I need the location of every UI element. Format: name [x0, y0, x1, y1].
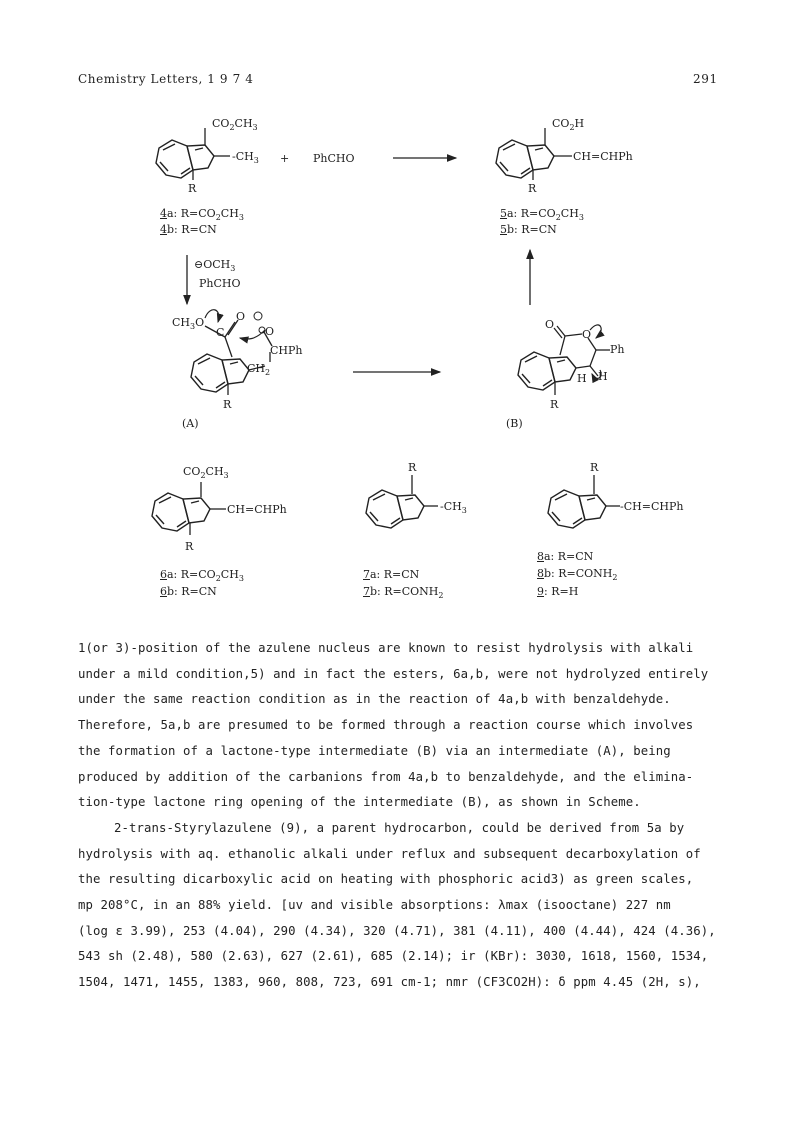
label-5b: 5b: R=CN [500, 223, 557, 236]
c7-r: R [408, 461, 417, 474]
label-intermediate-b: (B) [506, 417, 523, 430]
page-number: 291 [693, 72, 718, 86]
label-intermediate-a: (A) [182, 417, 199, 430]
c5-top-group: $CO_2H$ [552, 117, 585, 133]
body-line: Therefore, 5a,b are presumed to be formed through a reaction course which involves [78, 718, 694, 733]
a-chph: CHPh [270, 344, 303, 357]
body-line: 1(or 3)-position of the azulene nucleus are known to resist hydrolysis with alkali [78, 641, 694, 655]
compound-4-structure [156, 128, 230, 180]
body-line: (log ε 3.99), 253 (4.04), 290 (4.34), 320 (4.71), 381 (4.11), 400 (4.44), 424 (4.36), [78, 923, 716, 938]
b-ph: Ph [610, 343, 625, 356]
a-r: R [223, 398, 232, 411]
benzaldehyde: PhCHO [313, 152, 355, 165]
b-carbonyl-o: O [545, 318, 555, 331]
c4-side-group: $-CH_3$ [232, 150, 259, 166]
label-7a: 7a: R=CN [363, 568, 420, 581]
body-line: tion-type lactone ring opening of the intermediate (B), as shown in Scheme. [78, 795, 641, 810]
c8-side-group: -CH=CHPh [620, 500, 684, 513]
c6-side-group: CH=CHPh [227, 503, 287, 516]
plus-sign: + [280, 152, 290, 165]
c5-side-group: CH=CHPh [573, 150, 633, 163]
compound-5-structure [496, 128, 572, 180]
c8-r: R [590, 461, 599, 474]
compound-6-structure [152, 482, 226, 535]
label-4b: 4b: R=CN [160, 223, 217, 236]
body-line: under a mild condition,5) and in fact the esters, 6a,b, were not hydrolyzed entirely [78, 666, 709, 681]
a-ester-group: $CH_3O$ [172, 316, 205, 332]
c7-side-group: $-CH_3$ [440, 500, 467, 516]
body-line: 543 sh (2.48), 580 (2.63), 627 (2.61), 685 (2.14); ir (KBr): 3030, 1618, 1560, 1534, [78, 949, 709, 964]
c6-r: R [185, 540, 194, 553]
body-text [78, 636, 718, 996]
b-ring-o: O [582, 328, 592, 341]
label-6a: 6a: $R=CO_2CH_3$ [160, 568, 244, 584]
journal-header: Chemistry Letters, 1 9 7 4 [78, 72, 254, 86]
label-8a: 8a: R=CN [537, 550, 594, 563]
a-carbonyl-o: O [236, 310, 246, 323]
body-line: 2-trans-Styrylazulene (9), a parent hydrocarbon, could be derived from 5a by [114, 820, 685, 835]
b-h-2: H [598, 370, 608, 383]
label-9: 9: R=H [537, 585, 579, 598]
compound-8-structure [548, 475, 620, 528]
body-line: produced by addition of the carbanions from 4a,b to benzaldehyde, and the elimina- [78, 769, 694, 784]
reagent-methoxide: $⊖OCH_3$ [194, 258, 236, 274]
body-line: hydrolysis with aq. ethanolic alkali under reflux and subsequent decarboxylation of [78, 846, 701, 861]
body-line: the formation of a lactone-type intermediate (B) via an intermediate (A), being [78, 743, 671, 758]
body-line: the resulting dicarboxylic acid on heating with phosphoric acid3) as green scales, [78, 872, 694, 887]
b-r: R [550, 398, 559, 411]
reagent-phcho: PhCHO [199, 277, 241, 290]
label-6b: 6b: R=CN [160, 585, 217, 598]
a-carbon: C [216, 326, 225, 339]
label-4a: 4a: $R=CO_2CH_3$ [160, 207, 244, 223]
body-line: under the same reaction condition as in the reaction of 4a,b with benzaldehyde. [78, 692, 671, 707]
c4-top-group: $CO_2CH_3$ [212, 117, 258, 133]
b-h-1: H [577, 372, 587, 385]
body-line: mp 208°C, in an 88% yield. [uv and visible absorptions: λmax (isooctane) 227 nm [78, 898, 671, 913]
label-5a: 5a: $R=CO_2CH_3$ [500, 207, 584, 223]
body-line: 1504, 1471, 1455, 1383, 960, 808, 723, 691 cm-1; nmr (CF3CO2H): δ ppm 4.45 (2H, s), [78, 975, 701, 990]
c5-r: R [528, 182, 537, 195]
c4-r: R [188, 182, 197, 195]
label-7b: 7b: $R=CONH_2$ [363, 585, 444, 601]
a-ch2: $CH_2$ [247, 362, 271, 378]
compound-7-structure [366, 475, 438, 528]
c6-top-group: $CO_2CH_3$ [183, 465, 229, 481]
a-alkoxide-o: O [265, 325, 275, 338]
intermediate-b-structure [518, 325, 610, 395]
label-8b: 8b: $R=CONH_2$ [537, 567, 618, 583]
